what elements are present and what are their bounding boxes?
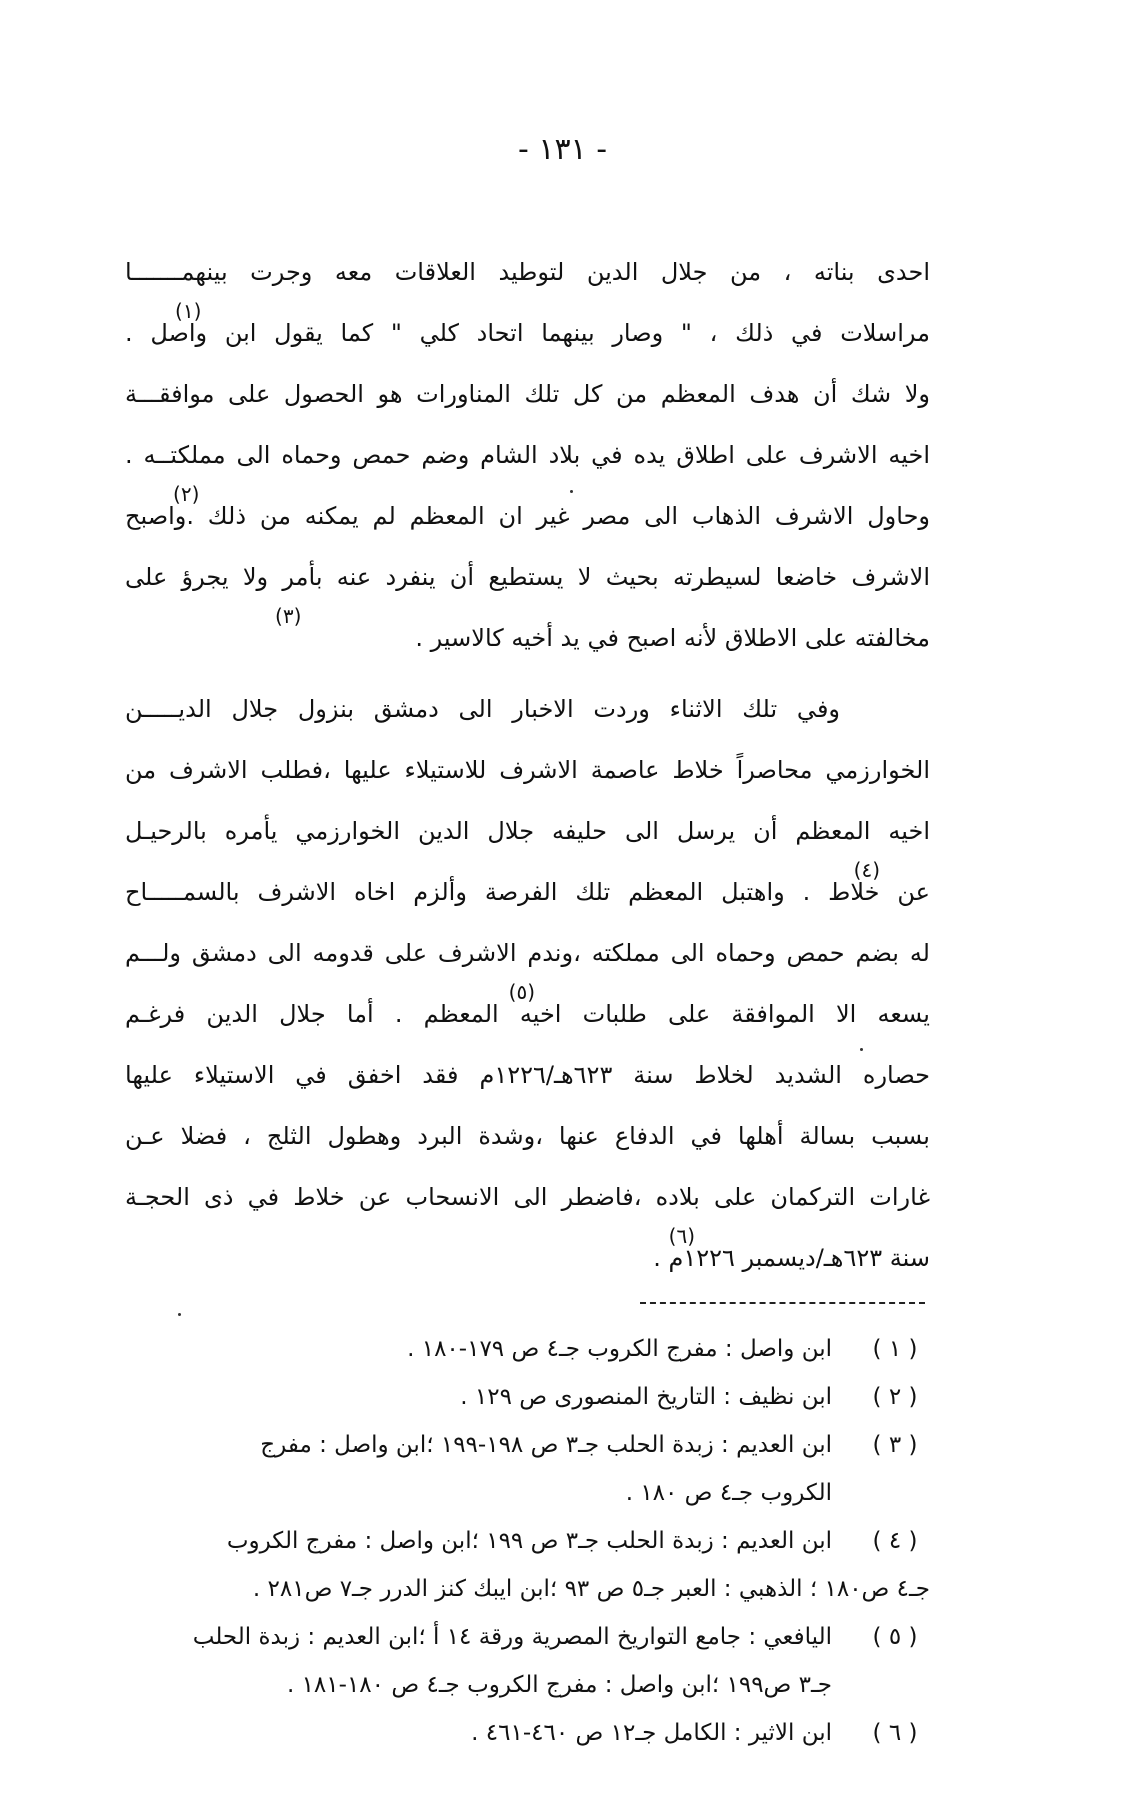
- body-line: [125, 858, 930, 923]
- footnote-marker: (٦): [668, 1224, 695, 1248]
- body-line: [125, 980, 930, 1045]
- body-line-text: يسعه الا الموافقة على طلبات اخيه المعظم . أما جلال الدين فرغـم: [125, 1000, 930, 1028]
- body-line-text: مخالفته على الاطلاق لأنه اصبح في يد أخيه كالاسير .: [415, 624, 930, 652]
- footnote-continuation: جـ٤ ص١٨٠ ؛ الذهبي : العبر جـ٥ ص ٩٣ ؛ابن ايبك كنز الدرر جـ٧ ص٢٨١ .: [252, 1576, 930, 1602]
- scan-speck: [570, 490, 573, 493]
- body-line-text: الخوارزمي محاصراً خلاط عاصمة الاشرف للاستيلاء عليها ،فطلب الاشرف من: [125, 756, 930, 784]
- footnote-text: ابن العديم : زبدة الحلب جـ٣ ص ١٩٩ ؛ابن واصل : مفرج الكروب: [226, 1528, 832, 1554]
- body-line: [125, 482, 930, 547]
- body-line-text: مراسلات في ذلك ، " وصار بينهما اتحاد كلي " كما يقول ابن واصل .: [125, 319, 930, 347]
- body-line: [125, 923, 930, 984]
- footnotes: [115, 1325, 930, 1757]
- body-line: [125, 547, 930, 608]
- body-line-text: غارات التركمان على بلاده ،فاضطر الى الانسحاب عن خلاط في ذى الحجـة: [125, 1183, 930, 1211]
- scan-speck: [860, 1048, 863, 1051]
- footnote: [115, 1517, 930, 1565]
- body-line-text: عن خلاط . واهتبل المعظم تلك الفرصة وألزم اخاه الاشرف بالسمـــــاح: [125, 878, 930, 906]
- body-text: [125, 242, 930, 1289]
- body-line-text: احدى بناته ، من جلال الدين لتوطيد العلاقات معه وجرت بينهمـــــــا: [125, 258, 930, 286]
- footnote-text: اليافعي : جامع التواريخ المصرية ورقة ١٤ أ ؛ابن العديم : زبدة الحلب: [192, 1624, 832, 1650]
- body-line-text: وفي تلك الاثناء وردت الاخبار الى دمشق بنزول جلال الديـــــن: [125, 695, 840, 723]
- footnote-number: ( ٤ ): [872, 1528, 918, 1554]
- page-number: - ١٣١ -: [517, 132, 608, 167]
- footnote-marker: (٤): [853, 858, 880, 882]
- footnote-marker: (٢): [173, 482, 200, 506]
- footnote: [115, 1325, 930, 1373]
- body-line: [125, 1224, 930, 1289]
- body-line-text: اخيه المعظم أن يرسل الى حليفه جلال الدين الخوارزمي يأمره بالرحيـل: [125, 817, 930, 845]
- footnote-number: ( ٦ ): [872, 1720, 918, 1746]
- body-line-text: بسبب بسالة أهلها في الدفاع عنها ،وشدة البرد وهطول الثلج ، فضلا عـن: [125, 1122, 930, 1150]
- body-line: [125, 364, 930, 425]
- body-line: [125, 1106, 930, 1167]
- footnote-text: ابن واصل : مفرج الكروب جـ٤ ص ١٧٩-١٨٠ .: [407, 1336, 832, 1362]
- body-line: [125, 801, 930, 862]
- paragraph-gap: [125, 669, 930, 679]
- body-line-text: سنة ٦٢٣هـ/ديسمبر ١٢٢٦م .: [653, 1244, 930, 1272]
- scan-speck: [178, 1313, 181, 1316]
- body-line-text: حصاره الشديد لخلاط سنة ٦٢٣هـ/١٢٢٦م فقد اخفق في الاستيلاء عليها: [125, 1061, 930, 1089]
- footnote-text: ابن الاثير : الكامل جـ١٢ ص ٤٦٠-٤٦١ .: [471, 1720, 832, 1746]
- body-line: [125, 1167, 930, 1228]
- footnote-continuation: الكروب جـ٤ ص ١٨٠ .: [625, 1480, 832, 1506]
- footnote-marker: (١): [175, 299, 202, 323]
- body-line: [125, 425, 930, 486]
- footnote: [115, 1709, 930, 1757]
- footnote: [115, 1613, 930, 1661]
- body-line: [125, 604, 930, 669]
- body-line: [125, 242, 930, 303]
- body-line: [125, 740, 930, 801]
- footnote-marker: (٣): [275, 604, 302, 628]
- footnote-separator: [640, 1302, 925, 1304]
- footnote: [115, 1421, 930, 1469]
- footnote: [115, 1373, 930, 1421]
- body-line-text: الاشرف خاضعا لسيطرته بحيث لا يستطيع أن ينفرد عنه بأمر ولا يجرؤ على: [125, 563, 930, 591]
- body-line: [125, 1045, 930, 1106]
- footnote-text: ابن نظيف : التاريخ المنصورى ص ١٢٩ .: [460, 1384, 832, 1410]
- footnote-marker: (٥): [508, 980, 535, 1004]
- body-line-text: اخيه الاشرف على اطلاق يده في بلاد الشام وضم حمص وحماه الى مملكتــه .: [125, 441, 930, 469]
- footnote-number: ( ٥ ): [872, 1624, 918, 1650]
- body-line-text: ولا شك أن هدف المعظم من كل تلك المناورات هو الحصول على موافقـــة: [125, 380, 930, 408]
- footnote-number: ( ٣ ): [872, 1432, 918, 1458]
- body-line: [125, 299, 930, 364]
- body-line-text: وحاول الاشرف الذهاب الى مصر غير ان المعظم لم يمكنه من ذلك .واصبح: [125, 502, 930, 530]
- footnote-text: ابن العديم : زبدة الحلب جـ٣ ص ١٩٨-١٩٩ ؛ابن واصل : مفرج: [260, 1432, 832, 1458]
- body-line-text: له بضم حمص وحماه الى مملكته ،وندم الاشرف على قدومه الى دمشق ولـــم: [125, 939, 930, 967]
- footnote-number: ( ٢ ): [872, 1384, 918, 1410]
- footnote-number: ( ١ ): [872, 1336, 918, 1362]
- body-line: [125, 679, 930, 740]
- footnote-continuation: جـ٣ ص١٩٩ ؛ابن واصل : مفرج الكروب جـ٤ ص ١٨٠-١٨١ .: [286, 1672, 832, 1698]
